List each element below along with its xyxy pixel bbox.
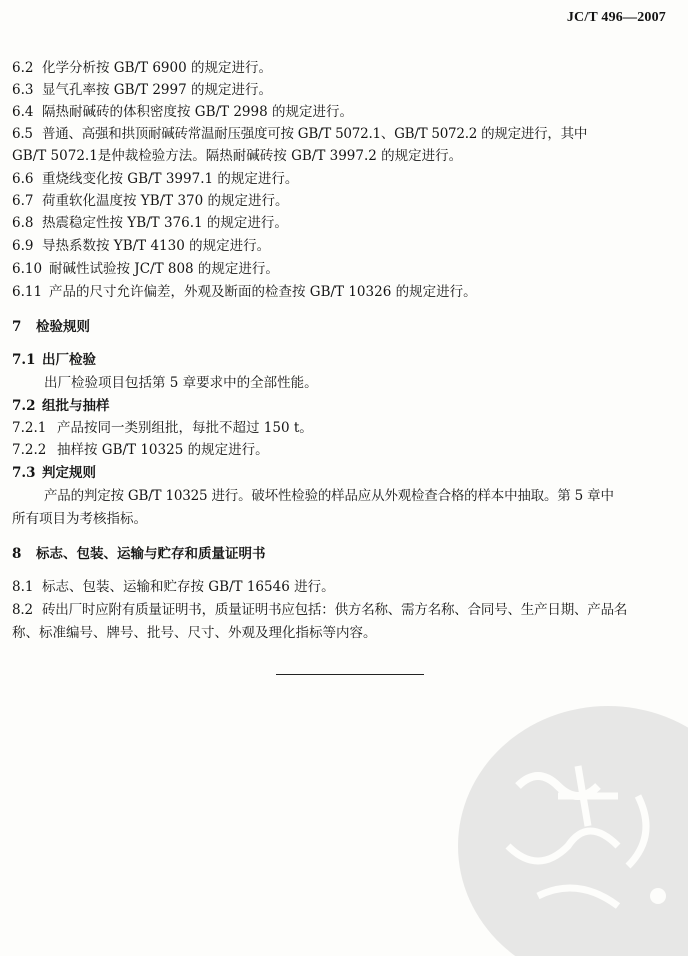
clause-number: 6.3 [12, 82, 34, 98]
clause-text: 产品的尺寸允许偏差，外观及断面的检查按 GB/T 10326 的规定进行。 [49, 284, 477, 300]
clause-7-3-body [44, 487, 666, 505]
seal-watermark-icon [448, 696, 688, 956]
clause-6-10 [12, 260, 666, 278]
clause-number: 6.8 [12, 215, 34, 231]
clause-text: 导热系数按 YB/T 4130 的规定进行。 [42, 238, 271, 254]
clause-text: 砖出厂时应附有质量证明书，质量证明书应包括：供方名称、需方名称、合同号、生产日期、产品名 [42, 602, 628, 618]
clause-text: 产品的判定按 GB/T 10325 进行。破坏性检验的样品应从外观检查合格的样本中抽取。第 5 章中 [44, 488, 614, 504]
clause-8-2-continued [12, 624, 666, 642]
clause-text: 热震稳定性按 YB/T 376.1 的规定进行。 [42, 215, 288, 231]
clause-7-1-body [44, 374, 666, 392]
clause-8-2 [12, 601, 666, 619]
subsection-7-2-heading [12, 397, 666, 415]
clause-6-5 [12, 125, 666, 143]
clause-text: 化学分析按 GB/T 6900 的规定进行。 [42, 60, 272, 76]
clause-6-2 [12, 59, 666, 77]
clause-text: 标志、包装、运输和贮存按 GB/T 16546 进行。 [42, 579, 335, 595]
clause-number: 8.1 [12, 579, 34, 595]
subsection-7-3-heading [12, 464, 666, 482]
clause-number: 6.6 [12, 171, 34, 187]
clause-number: 8.2 [12, 602, 33, 618]
clause-number: 6.5 [12, 126, 33, 142]
subsection-title: 组批与抽样 [42, 398, 110, 414]
clause-number: 7.2.1 [12, 420, 47, 436]
clause-number: 7.2.2 [12, 442, 47, 458]
clause-text: 普通、高强和拱顶耐碱砖常温耐压强度可按 GB/T 5072.1、GB/T 5072.2 的规定进行，其中 [42, 126, 588, 142]
clause-text: 所有项目为考核指标。 [12, 511, 147, 527]
section-8-heading [12, 545, 666, 563]
clause-6-6 [12, 170, 666, 188]
clause-number: 6.10 [12, 261, 43, 277]
clause-6-8 [12, 214, 666, 232]
clause-text: 重烧线变化按 GB/T 3997.1 的规定进行。 [42, 171, 299, 187]
clause-number: 6.9 [12, 238, 34, 254]
clause-number: 6.11 [12, 284, 43, 300]
subsection-title: 判定规则 [42, 465, 96, 481]
section-number: 8 [12, 546, 22, 562]
clause-number: 7.1 [12, 352, 36, 368]
clause-7-2-2 [12, 441, 666, 459]
clause-text: 出厂检验项目包括第 5 章要求中的全部性能。 [44, 375, 318, 391]
clause-text: 抽样按 GB/T 10325 的规定进行。 [57, 442, 269, 458]
clause-text: 显气孔率按 GB/T 2997 的规定进行。 [42, 82, 272, 98]
clause-number: 7.2 [12, 398, 36, 414]
clause-number: 6.2 [12, 60, 34, 76]
end-rule [276, 674, 424, 675]
clause-number: 7.3 [12, 465, 36, 481]
section-7-heading [12, 318, 666, 336]
standard-code: JC/T 496—2007 [566, 10, 666, 25]
clause-6-7 [12, 192, 666, 210]
clause-6-9 [12, 237, 666, 255]
clause-text: GB/T 5072.1是仲裁检验方法。隔热耐碱砖按 GB/T 3997.2 的规定进行。 [12, 148, 463, 164]
clause-6-5-continued [12, 147, 666, 165]
clause-6-3 [12, 81, 666, 99]
section-title: 标志、包装、运输与贮存和质量证明书 [36, 546, 266, 562]
clause-text: 耐碱性试验按 JC/T 808 的规定进行。 [49, 261, 279, 277]
subsection-7-1-heading [12, 351, 666, 369]
clause-7-3-body-continued [12, 510, 666, 528]
clause-text: 隔热耐碱砖的体积密度按 GB/T 2998 的规定进行。 [42, 104, 353, 120]
section-number: 7 [12, 319, 22, 335]
clause-number: 6.7 [12, 193, 34, 209]
clause-8-1 [12, 578, 666, 596]
clause-6-4 [12, 103, 666, 121]
clause-text: 荷重软化温度按 YB/T 370 的规定进行。 [42, 193, 289, 209]
clause-7-2-1 [12, 419, 666, 437]
clause-text: 产品按同一类别组批，每批不超过 150 t。 [57, 420, 313, 436]
clause-number: 6.4 [12, 104, 34, 120]
subsection-title: 出厂检验 [42, 352, 96, 368]
clause-text: 称、标准编号、牌号、批号、尺寸、外观及理化指标等内容。 [12, 625, 377, 641]
clause-6-11 [12, 283, 666, 301]
section-title: 检验规则 [36, 319, 90, 335]
